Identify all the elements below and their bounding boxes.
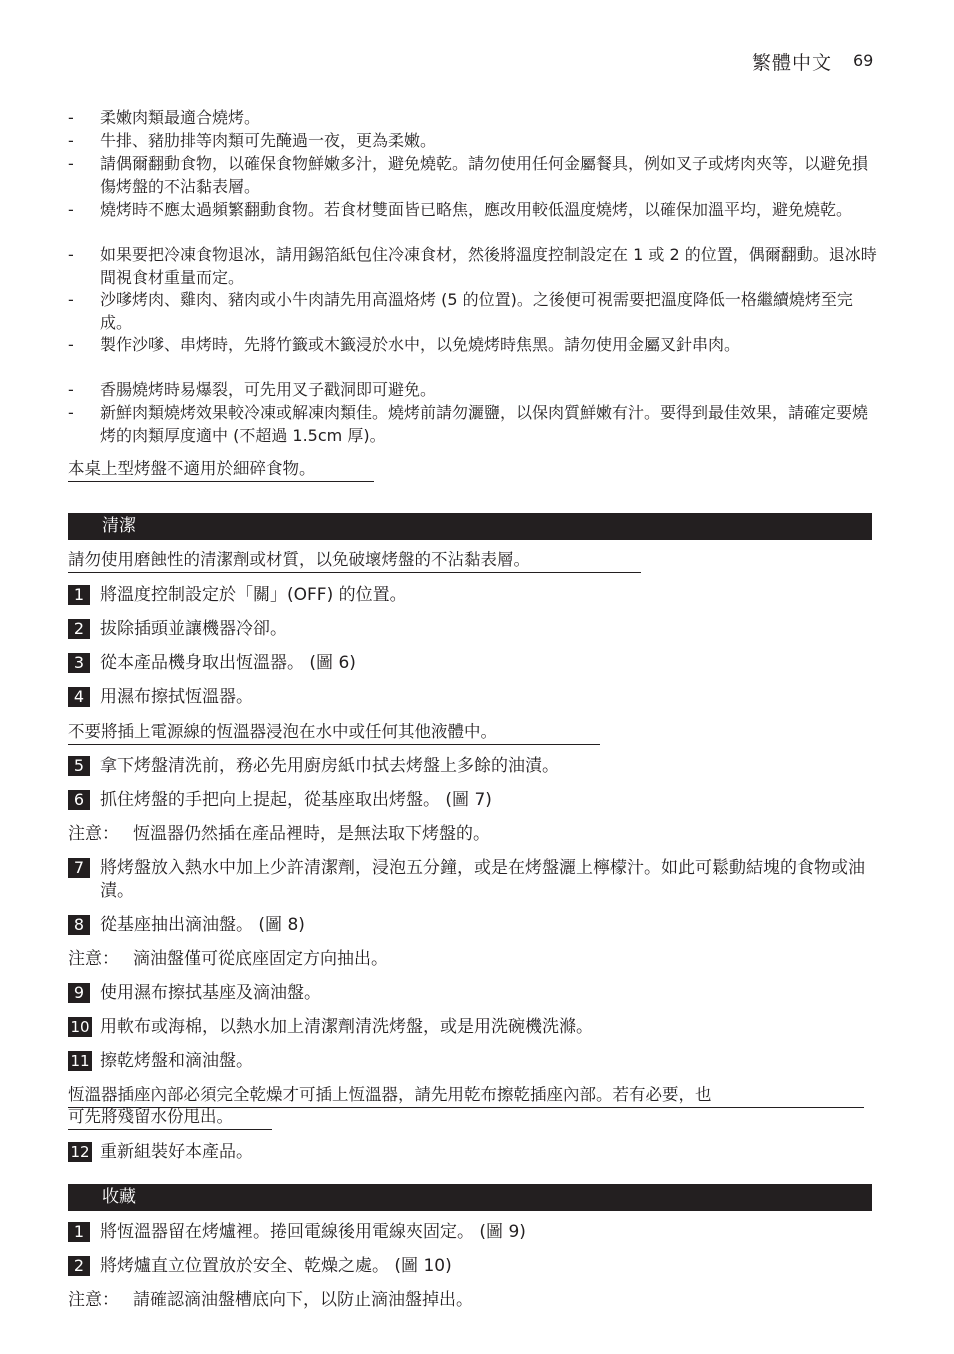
- warning-text: 可先將殘留水份甩出。: [68, 1107, 233, 1126]
- cleaning-warning-3b: [68, 1105, 272, 1130]
- step-text: 從基座抽出滴油盤。 (圖 8): [100, 915, 305, 935]
- step-text: 用濕布擦拭恆溫器。: [100, 687, 253, 707]
- step-number: 1: [68, 585, 90, 605]
- underline: [68, 572, 641, 573]
- step-number: 1: [68, 1222, 90, 1242]
- page-number: 69: [853, 51, 874, 70]
- tip-text: 新鮮肉類燒烤效果較冷凍或解凍肉類佳。燒烤前請勿灑鹽，以保肉質鮮嫩有汁。要得到最佳效果，請確定要燒烤的肉類厚度適中 (不超過 1.5cm 厚)。: [100, 403, 869, 445]
- cleaning-warning: [68, 548, 641, 573]
- tip-text: 香腸燒烤時易爆裂，可先用叉子戳洞即可避免。: [100, 380, 437, 399]
- tip-item: [68, 198, 878, 221]
- tip-text: 柔嫩肉類最適合燒烤。: [100, 108, 261, 127]
- cleaning-warning-2: [68, 720, 600, 745]
- step-text: 使用濕布擦拭基座及滴油盤。: [100, 983, 321, 1003]
- tip-item: [68, 106, 878, 129]
- tip-item: [68, 401, 878, 447]
- note: [68, 823, 490, 846]
- step-item: [68, 755, 868, 778]
- step-number: 2: [68, 619, 90, 639]
- step-item: [68, 914, 868, 937]
- step-number: 7: [68, 858, 90, 878]
- bullet-dash: -: [68, 290, 74, 309]
- tip-text: 燒烤時不應太過頻繁翻動食物。若食材雙面皆已略焦，應改用較低溫度燒烤，以確保加溫平均，避免燒乾。: [100, 200, 853, 219]
- bullet-dash: -: [68, 380, 74, 399]
- bullet-note: [68, 457, 374, 482]
- warning-text: 請勿使用磨蝕性的清潔劑或材質，以免破壞烤盤的不沾黏表層。: [68, 550, 530, 569]
- step-item: [68, 618, 868, 641]
- step-text: 擦乾烤盤和滴油盤。: [100, 1051, 253, 1071]
- step-number: 11: [68, 1051, 92, 1071]
- step-text: 拿下烤盤清洗前，務必先用廚房紙巾拭去烤盤上多餘的油漬。: [100, 756, 559, 776]
- tip-text: 如果要把冷凍食物退冰，請用錫箔紙包住冷凍食材，然後將溫度控制設定在 1 或 2 的位置，偶爾翻動。退冰時間視食材重量而定。: [100, 245, 877, 287]
- step-item: [68, 1050, 868, 1073]
- tip-item: [68, 243, 878, 289]
- tip-text: 沙嗲烤肉、雞肉、豬肉或小牛肉請先用高溫烙烤 (5 的位置)。之後便可視需要把溫度降低一格繼續燒烤至完成。: [100, 290, 853, 332]
- note-text: 請確認滴油盤槽底向下，以防止滴油盤掉出。: [133, 1290, 473, 1310]
- note-label: 注意：: [68, 1290, 119, 1310]
- step-number: 4: [68, 687, 90, 707]
- bullet-note-text: 本桌上型烤盤不適用於細碎食物。: [68, 459, 316, 478]
- step-item: [68, 652, 868, 675]
- bullet-dash: -: [68, 154, 74, 173]
- step-item: [68, 1255, 868, 1278]
- step-text: 將恆溫器留在烤爐裡。捲回電線後用電線夾固定。 (圖 9): [100, 1222, 526, 1242]
- tip-text: 牛排、豬肋排等肉類可先醃過一夜，更為柔嫩。: [100, 131, 437, 150]
- step-item: [68, 584, 868, 607]
- step-text: 拔除插頭並讓機器冷卻。: [100, 619, 287, 639]
- header-language: 繁體中文: [751, 52, 832, 74]
- step-item: [68, 982, 868, 1005]
- step-text: 將溫度控制設定於「關」(OFF) 的位置。: [100, 585, 407, 605]
- step-item: [68, 1221, 868, 1244]
- note-label: 注意：: [68, 949, 119, 969]
- step-text: 重新組裝好本產品。: [100, 1142, 253, 1162]
- step-item: [68, 686, 868, 709]
- bullet-dash: -: [68, 335, 74, 354]
- section-title: 清潔: [102, 516, 136, 536]
- tip-text: 請偶爾翻動食物，以確保食物鮮嫩多汁，避免燒乾。請勿使用任何金屬餐具，例如叉子或烤肉夾等，以避免損傷烤盤的不沾黏表層。: [100, 154, 869, 196]
- bullet-dash: -: [68, 108, 74, 127]
- bullet-dash: -: [68, 245, 74, 264]
- tip-item: [68, 152, 878, 198]
- tip-item: [68, 129, 878, 152]
- step-number: 9: [68, 983, 90, 1003]
- step-number: 6: [68, 790, 90, 810]
- note: [68, 1289, 473, 1312]
- step-number: 5: [68, 756, 90, 776]
- step-number: 8: [68, 915, 90, 935]
- step-text: 從本產品機身取出恆溫器。 (圖 6): [100, 653, 356, 673]
- step-number: 3: [68, 653, 90, 673]
- bullet-dash: -: [68, 403, 74, 422]
- step-item: [68, 857, 868, 901]
- tip-text: 製作沙嗲、串烤時，先將竹籤或木籤浸於水中，以免燒烤時焦黑。請勿使用金屬叉針串肉。: [100, 335, 741, 354]
- step-text: 將烤爐直立位置放於安全、乾燥之處。 (圖 10): [100, 1256, 452, 1276]
- warning-text: 恆溫器插座內部必須完全乾燥才可插上恆溫器，請先用乾布擦乾插座內部。若有必要，也: [68, 1085, 712, 1104]
- step-number: 12: [68, 1142, 92, 1162]
- underline: [68, 744, 600, 745]
- note: [68, 948, 388, 971]
- step-item: [68, 1141, 868, 1164]
- bullet-dash: -: [68, 131, 74, 150]
- step-text: 抓住烤盤的手把向上提起，從基座取出烤盤。 (圖 7): [100, 790, 492, 810]
- underline: [68, 1129, 272, 1130]
- note-text: 恆溫器仍然插在產品裡時，是無法取下烤盤的。: [133, 824, 490, 844]
- section-header-storage: [68, 1184, 872, 1211]
- step-item: [68, 789, 868, 812]
- tip-item: [68, 333, 878, 356]
- note-label: 注意：: [68, 824, 119, 844]
- step-item: [68, 1016, 868, 1039]
- tip-item: [68, 378, 878, 401]
- warning-text: 不要將插上電源線的恆溫器浸泡在水中或任何其他液體中。: [68, 722, 497, 741]
- section-header-cleaning: [68, 513, 872, 540]
- step-text: 用軟布或海棉，以熱水加上清潔劑清洗烤盤，或是用洗碗機洗滌。: [100, 1017, 593, 1037]
- step-text: 將烤盤放入熱水中加上少許清潔劑，浸泡五分鐘，或是在烤盤灑上檸檬汁。如此可鬆動結塊的食物或油漬。: [100, 858, 865, 901]
- underline: [68, 481, 374, 482]
- step-number: 10: [68, 1017, 92, 1037]
- step-number: 2: [68, 1256, 90, 1276]
- tip-item: [68, 288, 878, 334]
- note-text: 滴油盤僅可從底座固定方向抽出。: [133, 949, 388, 969]
- section-title: 收藏: [102, 1187, 136, 1207]
- bullet-dash: -: [68, 200, 74, 219]
